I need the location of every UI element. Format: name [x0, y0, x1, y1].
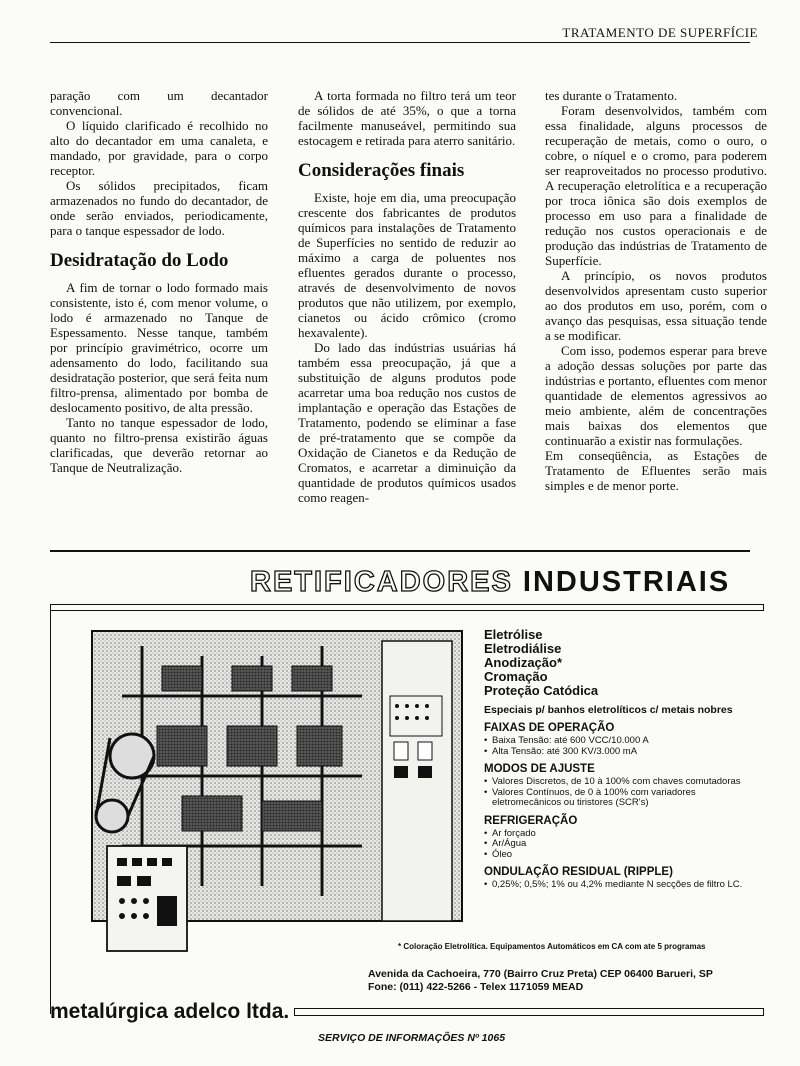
article-body: [50, 88, 770, 528]
paragraph: O líquido clarificado é recolhido no alto do decantador em uma canaleta, e mandado, por gravidade, para o corpo receptor.: [50, 118, 268, 178]
company-name: metalúrgica adelco ltda.: [50, 1000, 290, 1023]
spec-item: • Ar forçado: [484, 829, 756, 840]
rectifier-equipment-photo: [62, 626, 472, 956]
ad-headline-solid: INDUSTRIAIS: [522, 566, 731, 598]
article-column-1: [50, 88, 268, 475]
ad-frame-top-bar: [50, 604, 764, 611]
address-line: Avenida da Cachoeira, 770 (Bairro Cruz Preta) CEP 06400 Barueri, SP: [368, 968, 713, 980]
running-head: [0, 20, 800, 46]
paragraph: paração com um decantador convencional.: [50, 88, 268, 118]
spec-item: • Óleo: [484, 850, 756, 861]
spec-item: • Valores Contínuos, de 0 à 100% com variadores eletromecânicos ou tiristores (SCR's): [484, 788, 756, 809]
spec-item: • Alta Tensão: até 300 KV/3.000 mA: [484, 747, 756, 758]
spec-item: • Baixa Tensão: até 600 VCC/10.000 A: [484, 736, 756, 747]
spec-item: • Ar/Água: [484, 839, 756, 850]
spec-section-title: REFRIGERAÇÃO: [484, 814, 578, 827]
paragraph: Foram desenvolvidos, também com essa finalidade, alguns processos de recuperação de metais, como o ouro, o cobre, o níquel e o cromo, para poderem ser reaproveitados no processo produtivo. A recuperação eletrolítica e a recuperação por troca iônica são dois exemplos de processo em uso para a finalidade de redução nos custos operacionais e de produção das indústrias de Tratamento de Superfície.: [545, 103, 767, 268]
company-address: [368, 968, 748, 994]
paragraph: Com isso, podemos esperar para breve a adoção dessas soluções por parte das indústrias e portanto, efluentes com menor quantidade de elementos agressivos ao meio ambiente, além de concentrações mais baixas dos elementos que continuarão a existir nas formulações.: [545, 343, 767, 448]
process-item: Eletrólise: [484, 627, 543, 642]
spec-list: [484, 736, 756, 757]
spec-list: [484, 880, 756, 891]
process-item: Cromação: [484, 669, 548, 684]
spec-section-title: ONDULAÇÃO RESIDUAL (RIPPLE): [484, 866, 673, 878]
phone-line: Fone: (011) 422-5266 - Telex 1171059 MEAD: [368, 981, 584, 993]
spec-item: • Valores Discretos, de 10 à 100% com chaves comutadoras: [484, 777, 756, 788]
ad-headline: [250, 566, 766, 602]
ad-top-rule: [50, 550, 750, 552]
ad-footnote: * Coloração Eletrolítica. Equipamentos Automáticos em CA com ate 5 programas: [398, 942, 706, 951]
process-item: Eletrodiálise: [484, 641, 562, 656]
article-column-2: [298, 88, 516, 505]
spec-item: • 0,25%; 0,5%; 1% ou 4,2% mediante N secções de filtro LC.: [484, 880, 756, 891]
spec-list: [484, 829, 756, 861]
paragraph: Do lado das indústrias usuárias há também essa preocupação, já que a substituição de alguns produtos pode acarretar uma boa redução nos custos de implantação e operação das Estações de Tratamento, podendo se eliminar a fase de pré-tratamento que se compõe da Oxidação de Cianetos e da Redução de Cromatos, e acarretar a diminuição da quantidade de produtos químicos usados como reagen-: [298, 340, 516, 505]
section-heading: Considerações finais: [298, 160, 465, 181]
service-info-line: SERVIÇO DE INFORMAÇÕES Nº 1065: [318, 1032, 506, 1044]
spec-section-title: FAIXAS DE OPERAÇÃO: [484, 722, 615, 734]
ad-headline-outline: RETIFICADORES: [250, 566, 513, 598]
ad-product-info: [484, 628, 756, 891]
ad-frame-left-rule: [50, 604, 55, 1014]
paragraph: A princípio, os novos produtos desenvolvidos apresentam custo superior ao dos produtos em uso, porém, com o avanço das pesquisas, essa situação tende a se modificar.: [545, 268, 767, 343]
section-title: TRATAMENTO DE SUPERFÍCIE: [562, 25, 758, 40]
paragraph: A torta formada no filtro terá um teor de sólidos de até 35%, o que a torna facilmente manuseável, permitindo sua estocagem e retirada para aterro sanitário.: [298, 88, 516, 148]
paragraph: A fim de tornar o lodo formado mais consistente, isto é, com menor volume, o lodo é armazenado no Tanque de Espessamento. Nesse tanque, também por princípio gravimétrico, ocorre um adensamento do lodo, facilitando sua desidratação posterior, que será feita num filtro-prensa, alimentado por bomba de deslocamento positivo, de alta pressão.: [50, 280, 268, 415]
process-item: Proteção Catódica: [484, 683, 599, 698]
paragraph: tes durante o Tratamento.: [545, 88, 678, 103]
article-column-3: [545, 88, 767, 493]
paragraph: Existe, hoje em dia, uma preocupação crescente dos fabricantes de produtos químicos para instalações de Tratamento de Superfícies no sentido de reduzir ao máximo a carga de poluentes nos efluentes gerados durante o processo, através de desenvolvimento de novos produtos que não utilizem, por exemplo, cianetos ou ácido crômico (cromo hexavalente).: [298, 190, 516, 340]
header-rule: [50, 42, 750, 43]
paragraph: Os sólidos precipitados, ficam armazenados no fundo do decantador, de onde serão enviados, periodicamente, para o tanque espessador de lodo.: [50, 178, 268, 238]
paragraph: Tanto no tanque espessador de lodo, quanto no filtro-prensa existirão águas clarificadas, que deverão retornar ao Tanque de Neutralização.: [50, 415, 268, 475]
spec-section-title: MODOS DE AJUSTE: [484, 763, 595, 775]
special-note: Especiais p/ banhos eletrolíticos c/ metais nobres: [484, 704, 733, 716]
section-heading: Desidratação do Lodo: [50, 250, 229, 271]
company-bar: [294, 1008, 764, 1016]
paragraph: Em conseqüência, as Estações de Tratamento de Efluentes serão mais simples e de menor porte.: [545, 448, 767, 493]
process-item: Anodização*: [484, 655, 563, 670]
spec-list: [484, 777, 756, 809]
